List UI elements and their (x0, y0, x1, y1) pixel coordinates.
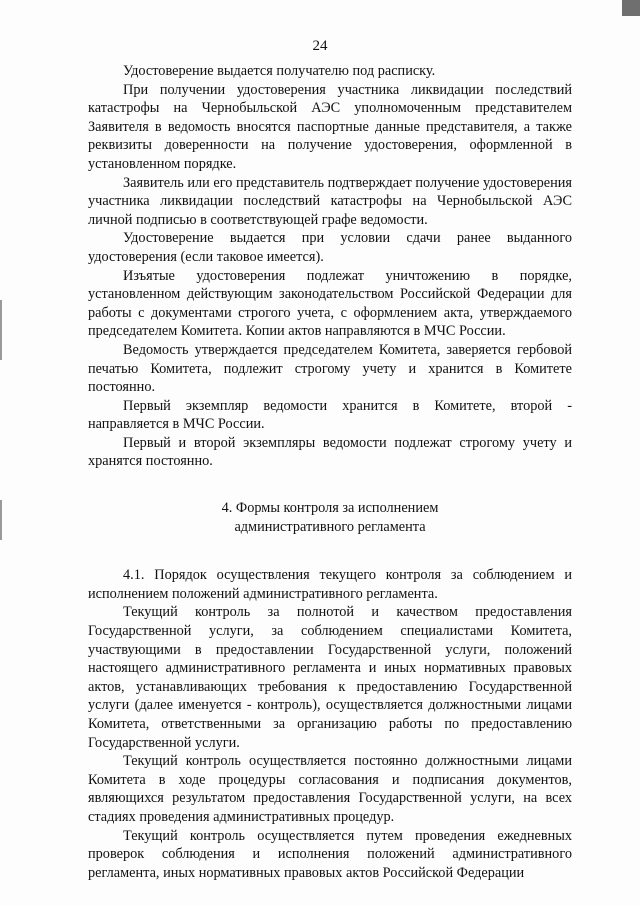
paragraph: Первый и второй экземпляры ведомости подлежат строгому учету и хранятся постоянно. (88, 434, 572, 470)
paragraph: Текущий контроль за полнотой и качеством предоставления Государственной услуги, за соблюдением специалистами Комитета, участвующими в предоставлении Государственной услуги, положений настоящего административного регламента и иных нормативных правовых актов, устанавливающих требования к предоставлению Государственной услуги (далее именуется - контроль), осуществляется должностными лицами Комитета, ответственными за организацию работы по предоставлению Государственной услуги. (88, 604, 572, 751)
paragraph: 4.1. Порядок осуществления текущего контроля за соблюдением и исполнением положений административного регламента. (88, 567, 572, 602)
scan-edge-mark (0, 500, 2, 540)
document-body (88, 62, 572, 882)
paragraph: При получении удостоверения участника ликвидации последствий катастрофы на Чернобыльской АЭС уполномоченным представителем Заявителя в ведомость вносятся паспортные данные представителя, а также реквизиты доверенности на получение удостоверения, оформленной в установленном порядке. (88, 81, 572, 172)
paragraph: Текущий контроль осуществляется путем проведения ежедневных проверок соблюдения и исполнения положений административного регламента, иных нормативных правовых актов Российской Федерации (88, 827, 572, 881)
scan-corner-mark (622, 0, 640, 16)
scan-edge-mark (0, 300, 2, 360)
paragraph: Заявитель или его представитель подтверждает получение удостоверения участника ликвидации последствий катастрофы на Чернобыльской АЭС личной подписью в соответствующей графе ведомости. (88, 174, 572, 228)
paragraph: Текущий контроль осуществляется постоянно должностными лицами Комитета в ходе процедуры согласования и подписания документов, являющихся результатом предоставления Государственной услуги, на всех стадиях проведения административных процедур. (88, 753, 572, 825)
section-heading-line: административного регламента (234, 518, 426, 535)
paragraph: Удостоверение выдается при условии сдачи ранее выданного удостоверения (если таковое имеется). (88, 230, 572, 265)
paragraph: Изъятые удостоверения подлежат уничтожению в порядке, установленном действующим законодательством Российской Федерации для работы с документами строгого учета, с оформлением акта, утверждаемого председателем Комитета. Копии актов направляются в МЧС России. (88, 267, 572, 340)
section-heading (88, 499, 572, 536)
paragraph: Ведомость утверждается председателем Комитета, заверяется гербовой печатью Комитета, подлежит строгому учету и хранится в Комитете постоянно. (88, 341, 572, 396)
paragraph: Первый экземпляр ведомости хранится в Комитете, второй - направляется в МЧС России. (88, 397, 572, 433)
section-heading-line: 4. Формы контроля за исполнением (221, 500, 439, 517)
paragraph: Удостоверение выдается получателю под расписку. (123, 63, 436, 79)
page-number: 24 (312, 38, 328, 54)
